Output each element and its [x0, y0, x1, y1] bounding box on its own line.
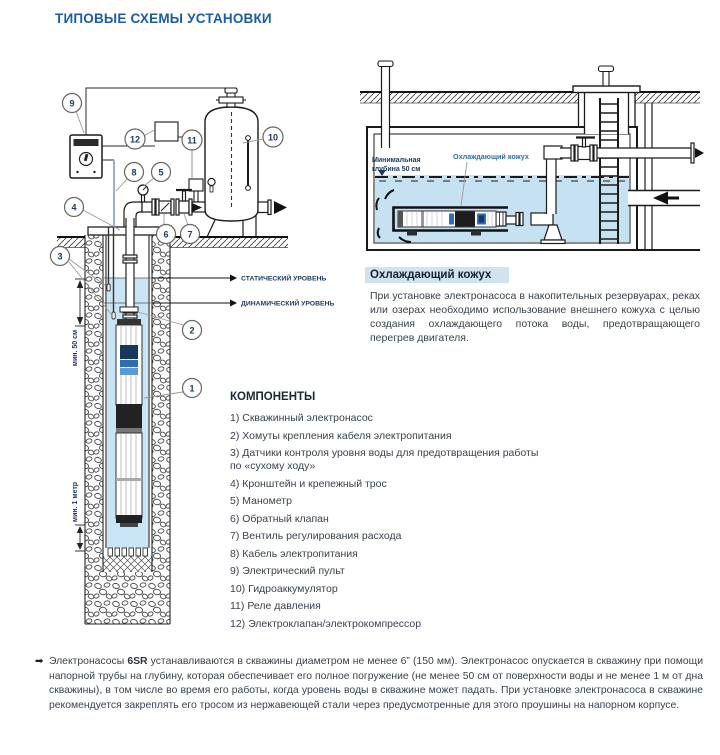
component-item-1: 1) Скважинный электронасос	[230, 412, 373, 424]
min-depth-label-line1: Минимальная	[372, 157, 421, 164]
svg-text:1: 1	[189, 383, 195, 394]
cooling-section-heading: Охлаждающий кожух	[365, 267, 509, 283]
component-item-4: 4) Кронштейн и крепежный трос	[230, 477, 387, 490]
dynamic-level-label: ДИНАМИЧЕСКИЙ УРОВЕНЬ	[241, 300, 335, 308]
svg-text:7: 7	[187, 229, 193, 240]
svg-text:11: 11	[187, 135, 197, 146]
cooling-section-body: При установке электронасоса в накопительных резервуарах, реках или озерах необходимо использование внешнего кожуха с целью создания охлаждающего потока воды, предотвращающего перегрев двигателя.	[370, 290, 700, 344]
pit-wall	[637, 103, 700, 250]
cooling-jacket-pump	[394, 208, 509, 236]
callout-3	[51, 247, 70, 266]
callout-4	[65, 198, 84, 217]
tank-top-fitting	[216, 88, 246, 107]
svg-text:12: 12	[129, 134, 141, 145]
ground-surface-right	[360, 92, 700, 103]
inlet-pipe	[628, 191, 700, 206]
access-shaft	[573, 66, 640, 134]
callout-12	[125, 129, 145, 149]
cooling-jacket-label: Охлаждающий кожух	[453, 152, 529, 161]
svg-text:4: 4	[71, 202, 77, 213]
min-1m-label: мин. 1 метр	[72, 481, 79, 523]
dimension-min-50cm	[72, 279, 85, 366]
level-labels	[152, 274, 334, 308]
component-item-10: 10) Гидроаккумулятор	[230, 582, 338, 595]
outlet-flow-arrow	[695, 148, 704, 158]
manometer	[138, 185, 148, 202]
cooling-jacket-section	[370, 265, 700, 345]
component-item-9: 9) Электрический пульт	[230, 565, 345, 577]
callout-2	[183, 321, 202, 340]
callout-9	[63, 94, 82, 113]
callout-6	[157, 225, 176, 244]
static-level-label: СТАТИЧЕСКИЙ УРОВЕНЬ	[241, 275, 327, 283]
svg-text:2: 2	[189, 325, 195, 336]
component-item-3: 3) Датчики контроля уровня воды для предотвращения работы по «сухому ходу»	[230, 447, 539, 472]
footnote	[35, 655, 703, 713]
svg-text:8: 8	[131, 167, 137, 178]
component-item-12: 12) Электроклапан/электрокомпрессор	[230, 617, 422, 630]
svg-text:10: 10	[267, 132, 279, 143]
min-50cm-label: мин. 50 см	[72, 329, 79, 367]
component-item-11: 11) Реле давления	[230, 600, 321, 612]
footnote-arrow-icon: ➡	[35, 656, 44, 667]
callout-10	[263, 127, 283, 147]
page-title: ТИПОВЫЕ СХЕМЫ УСТАНОВКИ	[55, 11, 272, 26]
callout-7	[181, 225, 200, 244]
svg-text:5: 5	[158, 167, 164, 178]
svg-text:9: 9	[69, 98, 75, 109]
components-heading: КОМПОНЕНТЫ	[230, 391, 316, 403]
min-depth-label-line2: глубина 50 см	[372, 166, 421, 173]
pressure-tank	[205, 107, 258, 237]
component-item-5: 5) Манометр	[230, 495, 292, 507]
svg-text:6: 6	[163, 229, 169, 240]
component-item-7: 7) Вентиль регулирования расхода	[230, 530, 402, 542]
components-section	[230, 391, 542, 635]
component-item-2: 2) Хомуты крепления кабеля электропитания	[230, 429, 452, 442]
dimension-min-1m	[72, 482, 85, 551]
tank-installation-diagram	[355, 58, 705, 253]
footnote-text	[49, 655, 703, 713]
component-item-8: 8) Кабель электропитания	[230, 547, 358, 560]
footnote-text-pre: Электронасосы	[49, 656, 128, 667]
svg-text:3: 3	[57, 251, 63, 262]
callout-11	[182, 130, 202, 150]
callout-1	[183, 379, 202, 398]
footnote-text-post: устанавливаются в скважины диаметром не менее 6” (150 мм). Электронасос опускается в скважину при помощи напорной трубы на глубину, которая обеспечивает его полное погружение (не менее 50 см от поверхности воды и не менее 1 м от дна скважины), в том числе во время его работы, когда уровень воды в скважине может падать. При установке электронасоса в скважине рекомендуется закреплять его тросом из нержавеющей стали через предусмотренные для этого проушины на напорном корпусе.	[49, 656, 704, 711]
submersible-pump	[116, 319, 142, 527]
control-panel	[70, 135, 102, 178]
callout-5	[152, 163, 171, 182]
footnote-model-name: 6SR	[127, 656, 148, 667]
component-item-6: 6) Обратный клапан	[230, 512, 329, 525]
callout-8	[125, 163, 144, 182]
electrovalve-box	[155, 122, 178, 141]
